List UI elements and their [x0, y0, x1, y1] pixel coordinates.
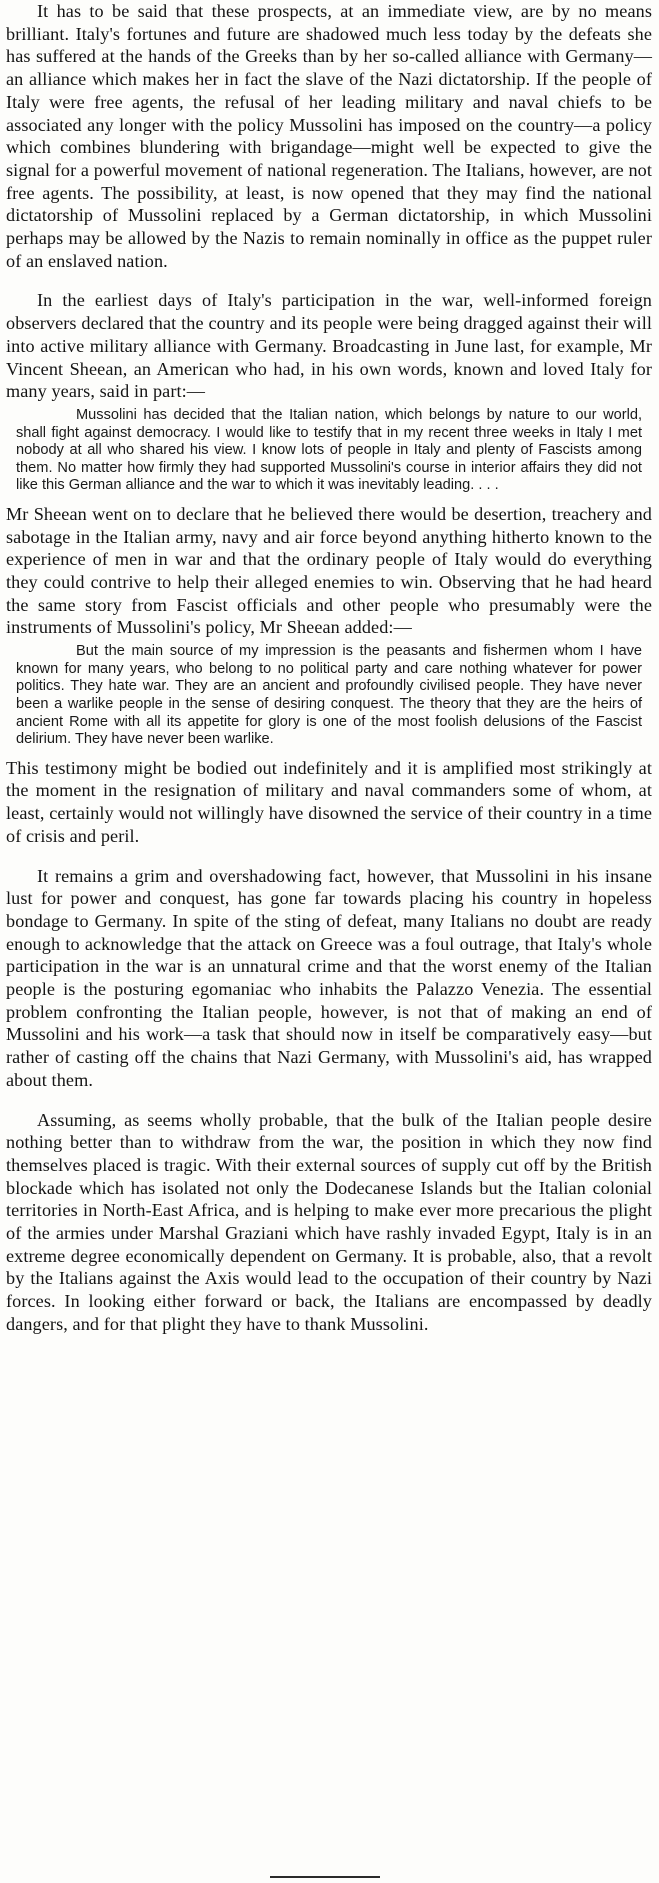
- article-paragraph-5: It remains a grim and overshadowing fact, however, that Mussolini in his insane lust for power and conquest, has gone far towards placing his country in hopeless bondage to Germany. In spite of the sting of defeat, many Italians no doubt are ready enough to acknowledge that the attack on Greece was a foul outrage, that Italy's whole participation in the war is an unnatural crime and that the worst enemy of the Italian people is the posturing egomaniac who inhabits the Palazzo Venezia. The essential problem confronting the Italian people, however, is not that of making an end of Mussolini and his work—a task that should now in itself be comparatively easy—but rather of casting off the chains that Nazi Germany, with Mussolini's aid, has wrapped about them.: [6, 865, 652, 1090]
- end-rule-divider: [270, 1876, 380, 1878]
- paragraph-spacer: [6, 848, 652, 865]
- block-quote-1: Mussolini has decided that the Italian nation, which belongs by nature to our world, shall fight against democracy. I would like to testify that in my recent three weeks in Italy I met nobody at all who shared his view. I know lots of people in Italy and plenty of Fascists among them. No matter how firmly they had supported Mussolini's course in interior affairs they did not like this German alliance and the war to which it was inevitably leading. . . .: [16, 406, 642, 494]
- article-paragraph-1: It has to be said that these prospects, at an immediate view, are by no means brilliant. Italy's fortunes and future are shadowed much less today by the defeats she has suffered at the hands of the Greeks than by her so-called alliance with Germany—an alliance which makes her in fact the slave of the Nazi dictatorship. If the people of Italy were free agents, the refusal of her leading military and naval chiefs to be associated any longer with the policy Mussolini has imposed on the country—a policy which combines blundering with brigandage—might well be expected to give the signal for a powerful movement of national regeneration. The Italians, however, are not free agents. The possibility, at least, is now opened that they may find the national dictatorship of Mussolini replaced by a German dictatorship, in which Mussolini perhaps may be allowed by the Nazis to remain nominally in office as the puppet ruler of an enslaved nation.: [6, 1, 652, 271]
- paragraph-spacer: [6, 272, 652, 289]
- article-paragraph-4: This testimony might be bodied out indefinitely and it is amplified most strikingly at the moment in the resignation of military and naval commanders some of whom, at least, certainly would not willingly have disowned the service of their country in a time of crisis and peril.: [6, 757, 652, 846]
- article-paragraph-6: Assuming, as seems wholly probable, that the bulk of the Italian people desire nothing better than to withdraw from the war, the position in which they now find themselves placed is tragic. With their external sources of supply cut off by the British blockade which has isolated not only the Dodecanese Islands but the Italian colonial territories in North-East Africa, and is helping to make ever more precarious the plight of the armies under Marshal Graziani which have rashly invaded Egypt, Italy is in an extreme degree economically dependent on Germany. It is probable, also, that a revolt by the Italians against the Axis would lead to the occupation of their country by Nazi forces. In looking either forward or back, the Italians are encompassed by deadly dangers, and for that plight they have to thank Mussolini.: [6, 1109, 652, 1334]
- paragraph-spacer: [6, 1092, 652, 1109]
- article-column: [6, 0, 652, 1336]
- article-paragraph-3: Mr Sheean went on to declare that he believed there would be desertion, treachery and sabotage in the Italian army, navy and air force beyond anything hitherto known to the experience of men in war and that the ordinary people of Italy would do everything they could contrive to help their alleged enemies to win. Observing that he had heard the same story from Fascist officials and other people who presumably were the instruments of Mussolini's policy, Mr Sheean added:—: [6, 503, 652, 638]
- block-quote-2: But the main source of my impression is the peasants and fishermen whom I have known for many years, who belong to no political party and care nothing whatever for power politics. They hate war. They are an ancient and profoundly civilised people. They have never been a warlike people in the sense of desiring conquest. The theory that they are the heirs of ancient Rome with all its appetite for glory is one of the most foolish delusions of the Fascist delirium. They have never been warlike.: [16, 643, 642, 748]
- article-paragraph-2: In the earliest days of Italy's participation in the war, well-informed foreign observers declared that the country and its people were being dragged against their will into active military alliance with Germany. Broadcasting in June last, for example, Mr Vincent Sheean, an American who had, in his own words, known and loved Italy for many years, said in part:—: [6, 290, 652, 402]
